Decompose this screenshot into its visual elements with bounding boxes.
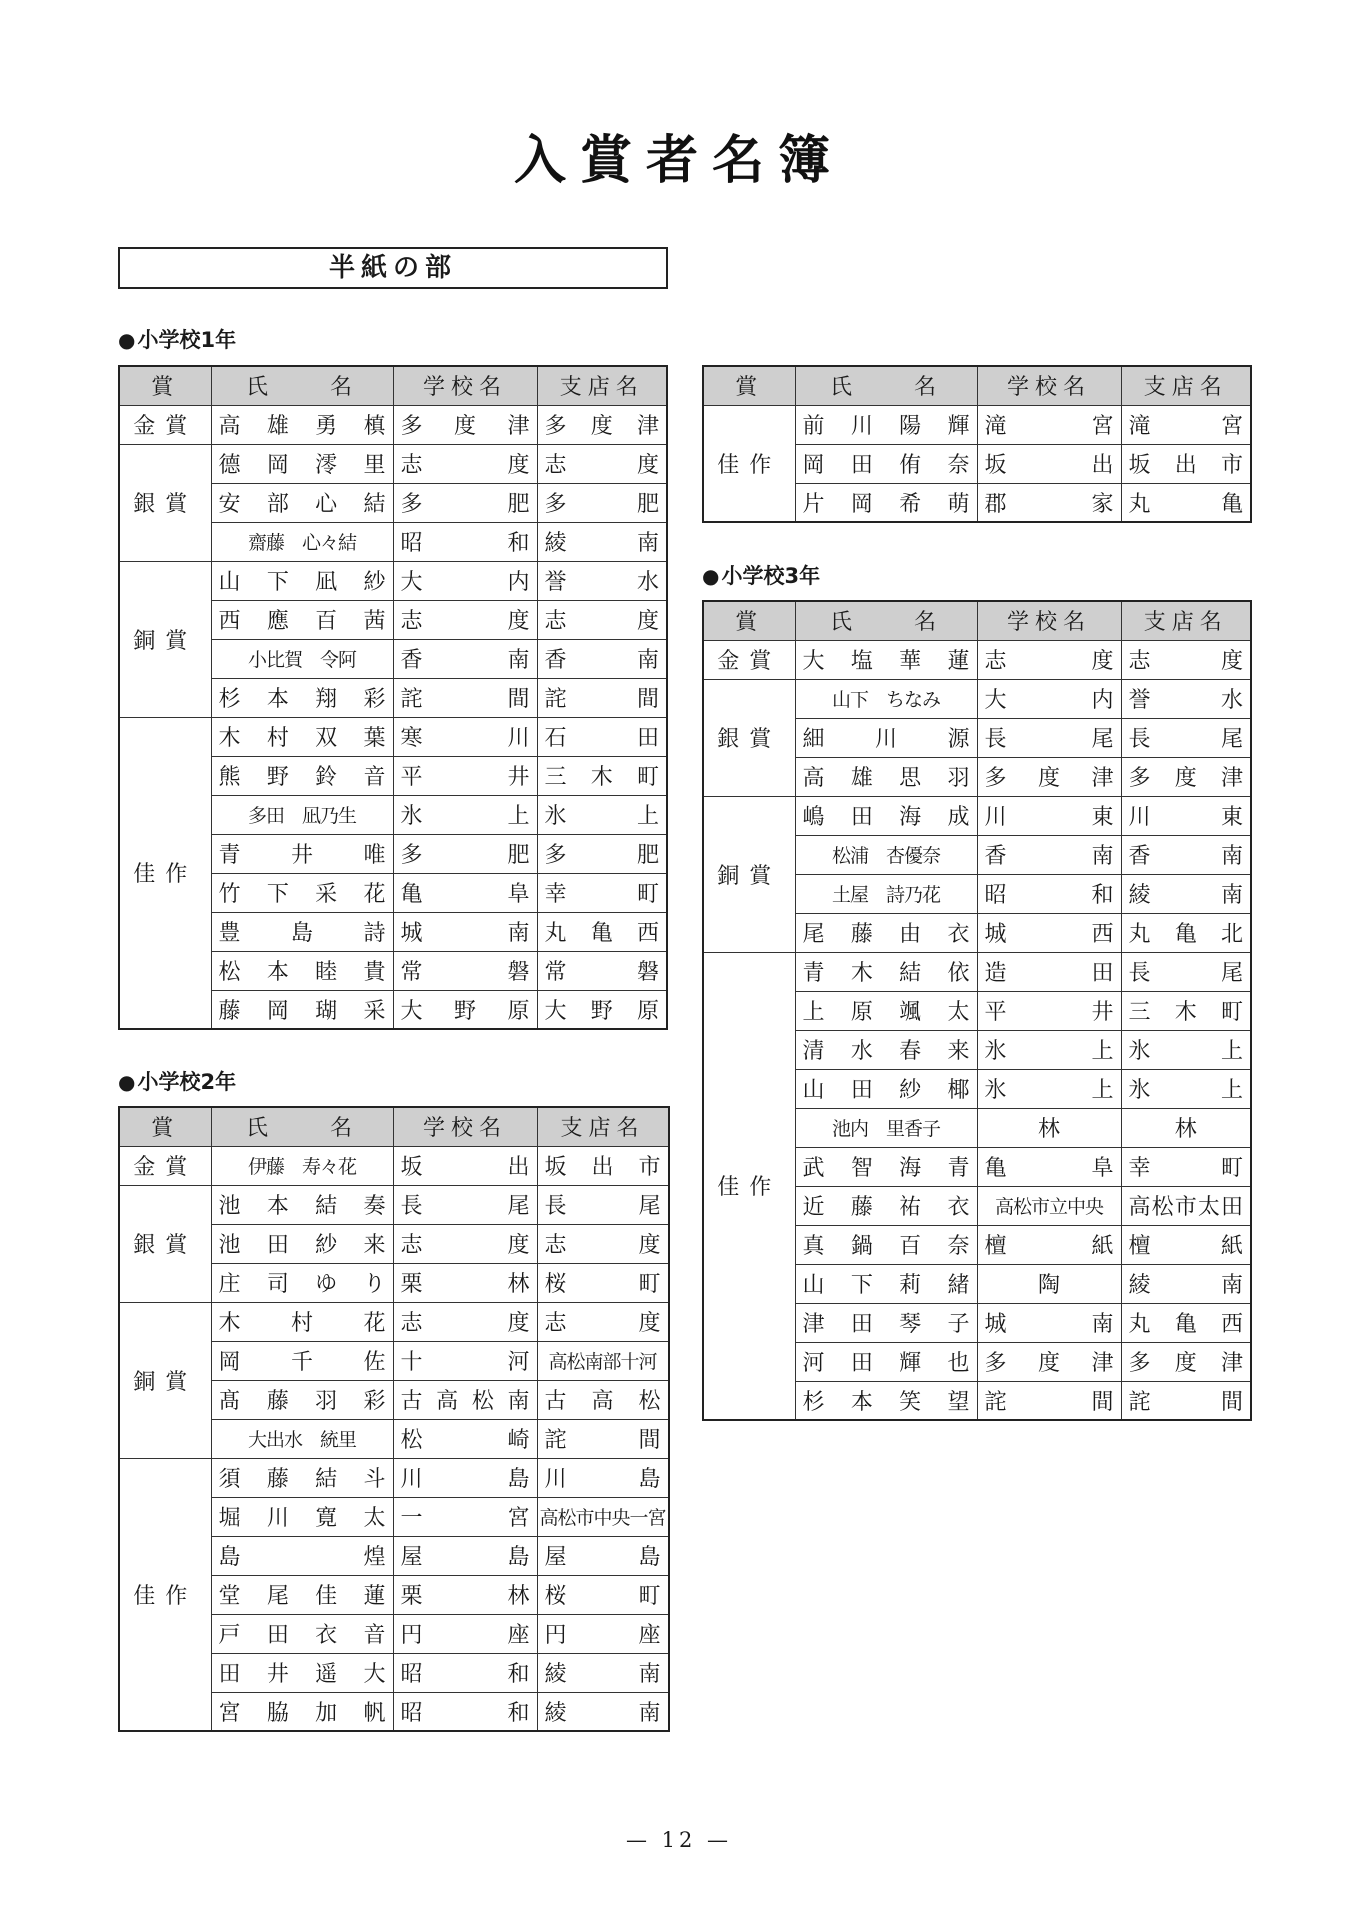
school-cell: 城南 [393, 912, 537, 951]
name-cell: 安部心結 [211, 483, 393, 522]
school-cell: 常磐 [393, 951, 537, 990]
school-header: 学校名 [393, 366, 537, 405]
name-header: 氏 名 [795, 601, 977, 640]
award-cell: 佳作 [703, 952, 795, 1420]
name-cell: 堀川寛太 [211, 1497, 393, 1536]
table-row [703, 679, 1251, 718]
branch-cell: 誉水 [537, 561, 667, 600]
branch-cell: 多度津 [537, 405, 667, 444]
branch-cell: 氷上 [1121, 1030, 1251, 1069]
name-cell: 清水春来 [795, 1030, 977, 1069]
school-cell: 多肥 [393, 483, 537, 522]
school-cell: 志度 [393, 600, 537, 639]
school-cell: 大野原 [393, 990, 537, 1029]
branch-cell: 幸町 [537, 873, 667, 912]
branch-cell: 屋島 [537, 1536, 669, 1575]
name-cell: 高雄思羽 [795, 757, 977, 796]
school-cell: 亀阜 [977, 1147, 1121, 1186]
grade3-heading-text: 小学校3年 [721, 564, 821, 588]
school-cell: 城西 [977, 913, 1121, 952]
grade3-heading [702, 560, 820, 590]
table-row [119, 561, 667, 600]
grade2-heading-text: 小学校2年 [137, 1070, 237, 1094]
award-cell: 金賞 [703, 640, 795, 679]
name-header: 氏 名 [211, 366, 393, 405]
bullet-icon: ● [118, 328, 136, 352]
page-title: 入賞者名簿 [513, 131, 844, 191]
table-row [119, 1185, 669, 1224]
school-cell: 円座 [393, 1614, 537, 1653]
page-number: — 12 — [625, 1828, 733, 1852]
school-cell: 林 [977, 1108, 1121, 1147]
school-cell: 寒川 [393, 717, 537, 756]
branch-cell: 多肥 [537, 483, 667, 522]
school-cell: 昭和 [393, 1653, 537, 1692]
name-cell: 細川源 [795, 718, 977, 757]
name-cell: 大出水 統里 [211, 1419, 393, 1458]
branch-cell: 高松南部十河 [537, 1341, 669, 1380]
name-cell: 堂尾佳蓮 [211, 1575, 393, 1614]
school-cell: 志度 [393, 1302, 537, 1341]
branch-cell: 丸亀西 [537, 912, 667, 951]
award-cell: 金賞 [119, 1146, 211, 1185]
branch-cell: 誉水 [1121, 679, 1251, 718]
branch-cell: 円座 [537, 1614, 669, 1653]
school-cell: 郡家 [977, 483, 1121, 522]
award-header: 賞 [703, 601, 795, 640]
award-cell: 佳作 [703, 405, 795, 522]
branch-cell: 氷上 [1121, 1069, 1251, 1108]
branch-header: 支店名 [537, 1107, 669, 1146]
branch-cell: 志度 [537, 1302, 669, 1341]
school-cell: 一宮 [393, 1497, 537, 1536]
name-cell: 藤岡瑚采 [211, 990, 393, 1029]
branch-header: 支店名 [1121, 601, 1251, 640]
school-cell: 平井 [977, 991, 1121, 1030]
branch-cell: 多度津 [1121, 1342, 1251, 1381]
branch-cell: 志度 [537, 600, 667, 639]
branch-cell: 丸亀北 [1121, 913, 1251, 952]
name-header: 氏 名 [211, 1107, 393, 1146]
name-cell: 豊島詩 [211, 912, 393, 951]
school-cell: 城南 [977, 1303, 1121, 1342]
branch-cell: 桜町 [537, 1263, 669, 1302]
school-header: 学校名 [977, 601, 1121, 640]
school-cell: 志度 [977, 640, 1121, 679]
branch-cell: 志度 [537, 1224, 669, 1263]
school-cell: 香南 [393, 639, 537, 678]
branch-header: 支店名 [1121, 366, 1251, 405]
school-cell: 氷上 [393, 795, 537, 834]
branch-cell: 川島 [537, 1458, 669, 1497]
school-cell: 詫間 [977, 1381, 1121, 1420]
school-cell: 多度津 [977, 1342, 1121, 1381]
school-cell: 長尾 [977, 718, 1121, 757]
branch-cell: 三木町 [1121, 991, 1251, 1030]
bullet-icon: ● [702, 564, 720, 588]
name-cell: 池田紗来 [211, 1224, 393, 1263]
branch-cell: 綾南 [537, 1692, 669, 1731]
branch-cell: 檀紙 [1121, 1225, 1251, 1264]
branch-cell: 滝宮 [1121, 405, 1251, 444]
grade1-roster-table [118, 365, 668, 1030]
name-cell: 多田 凪乃生 [211, 795, 393, 834]
name-cell: 上原颯太 [795, 991, 977, 1030]
school-cell: 滝宮 [977, 405, 1121, 444]
school-cell: 昭和 [393, 1692, 537, 1731]
table-row [703, 405, 1251, 444]
grade3-roster-table [702, 600, 1252, 1421]
branch-header: 支店名 [537, 366, 667, 405]
school-cell: 香南 [977, 835, 1121, 874]
name-cell: 山田紗椰 [795, 1069, 977, 1108]
grade2-heading [118, 1066, 236, 1096]
name-cell: 木村花 [211, 1302, 393, 1341]
branch-cell: 長尾 [537, 1185, 669, 1224]
branch-cell: 丸亀 [1121, 483, 1251, 522]
branch-cell: 坂出市 [1121, 444, 1251, 483]
branch-cell: 長尾 [1121, 952, 1251, 991]
award-header: 賞 [703, 366, 795, 405]
school-cell: 多度津 [977, 757, 1121, 796]
name-cell: 杉本笑望 [795, 1381, 977, 1420]
branch-cell: 志度 [537, 444, 667, 483]
award-cell: 佳作 [119, 717, 211, 1029]
table-row [119, 717, 667, 756]
name-cell: 島煌 [211, 1536, 393, 1575]
branch-cell: 長尾 [1121, 718, 1251, 757]
branch-cell: 綾南 [1121, 1264, 1251, 1303]
name-cell: 小比賀 令阿 [211, 639, 393, 678]
table-header-row [703, 366, 1251, 405]
award-cell: 銅賞 [703, 796, 795, 952]
name-cell: 前川陽輝 [795, 405, 977, 444]
name-cell: 池本結奏 [211, 1185, 393, 1224]
name-cell: 竹下采花 [211, 873, 393, 912]
name-cell: 須藤結斗 [211, 1458, 393, 1497]
branch-cell: 香南 [1121, 835, 1251, 874]
branch-cell: 川東 [1121, 796, 1251, 835]
name-cell: 伊藤 寿々花 [211, 1146, 393, 1185]
school-cell: 氷上 [977, 1069, 1121, 1108]
name-cell: 田井遥大 [211, 1653, 393, 1692]
award-header: 賞 [119, 1107, 211, 1146]
bullet-icon: ● [118, 1070, 136, 1094]
grade2-roster-table [118, 1106, 670, 1732]
school-cell: 平井 [393, 756, 537, 795]
branch-cell: 詫間 [537, 1419, 669, 1458]
grade1-roster-continued-table [702, 365, 1252, 523]
school-cell: 昭和 [393, 522, 537, 561]
section-header: 半紙の部 [118, 247, 668, 289]
school-header: 学校名 [977, 366, 1121, 405]
branch-cell: 坂出市 [537, 1146, 669, 1185]
branch-cell: 多肥 [537, 834, 667, 873]
name-cell: 河田輝也 [795, 1342, 977, 1381]
name-cell: 大塩華蓮 [795, 640, 977, 679]
name-cell: 戸田衣音 [211, 1614, 393, 1653]
branch-cell: 古高松 [537, 1380, 669, 1419]
school-cell: 栗林 [393, 1263, 537, 1302]
award-cell: 銅賞 [119, 561, 211, 717]
award-cell: 銀賞 [119, 1185, 211, 1302]
branch-cell: 三木町 [537, 756, 667, 795]
school-cell: 昭和 [977, 874, 1121, 913]
branch-cell: 多度津 [1121, 757, 1251, 796]
name-cell: 池内 里香子 [795, 1108, 977, 1147]
name-cell: 岡千佐 [211, 1341, 393, 1380]
school-cell: 長尾 [393, 1185, 537, 1224]
school-cell: 詫間 [393, 678, 537, 717]
school-cell: 松崎 [393, 1419, 537, 1458]
branch-cell: 綾南 [537, 1653, 669, 1692]
school-header: 学校名 [393, 1107, 537, 1146]
table-header-row [119, 366, 667, 405]
table-row [703, 952, 1251, 991]
award-cell: 銀賞 [703, 679, 795, 796]
branch-cell: 常磐 [537, 951, 667, 990]
school-cell: 栗林 [393, 1575, 537, 1614]
school-cell: 氷上 [977, 1030, 1121, 1069]
name-cell: 宮脇加帆 [211, 1692, 393, 1731]
award-cell: 佳作 [119, 1458, 211, 1731]
branch-cell: 綾南 [537, 522, 667, 561]
award-cell: 銅賞 [119, 1302, 211, 1458]
branch-cell: 氷上 [537, 795, 667, 834]
name-cell: 近藤祐衣 [795, 1186, 977, 1225]
school-cell: 高松市立中央 [977, 1186, 1121, 1225]
name-cell: 尾藤由衣 [795, 913, 977, 952]
school-cell: 陶 [977, 1264, 1121, 1303]
branch-cell: 香南 [537, 639, 667, 678]
name-cell: 杉本翔彩 [211, 678, 393, 717]
name-cell: 齋藤 心々結 [211, 522, 393, 561]
table-row [119, 1146, 669, 1185]
branch-cell: 詫間 [537, 678, 667, 717]
branch-cell: 桜町 [537, 1575, 669, 1614]
name-cell: 山下莉緒 [795, 1264, 977, 1303]
school-cell: 大内 [393, 561, 537, 600]
table-row [119, 405, 667, 444]
name-cell: 青木結依 [795, 952, 977, 991]
name-cell: 片岡希萌 [795, 483, 977, 522]
award-cell: 銀賞 [119, 444, 211, 561]
name-cell: 真鍋百奈 [795, 1225, 977, 1264]
school-cell: 屋島 [393, 1536, 537, 1575]
branch-cell: 高松市中央一宮 [537, 1497, 669, 1536]
branch-cell: 大野原 [537, 990, 667, 1029]
table-row [703, 640, 1251, 679]
name-cell: 熊野鈴音 [211, 756, 393, 795]
name-cell: 庄司ゆり [211, 1263, 393, 1302]
school-cell: 志度 [393, 1224, 537, 1263]
table-header-row [703, 601, 1251, 640]
name-cell: 髙藤羽彩 [211, 1380, 393, 1419]
name-cell: 木村双葉 [211, 717, 393, 756]
grade1-heading-text: 小学校1年 [137, 328, 237, 352]
school-cell: 志度 [393, 444, 537, 483]
school-cell: 古高松南 [393, 1380, 537, 1419]
school-cell: 坂出 [393, 1146, 537, 1185]
name-cell: 山下凪紗 [211, 561, 393, 600]
branch-cell: 幸町 [1121, 1147, 1251, 1186]
school-cell: 川東 [977, 796, 1121, 835]
school-cell: 川島 [393, 1458, 537, 1497]
name-cell: 高雄勇槙 [211, 405, 393, 444]
school-cell: 坂出 [977, 444, 1121, 483]
name-header: 氏 名 [795, 366, 977, 405]
branch-cell: 高松市太田 [1121, 1186, 1251, 1225]
branch-cell: 丸亀西 [1121, 1303, 1251, 1342]
name-cell: 岡田侑奈 [795, 444, 977, 483]
school-cell: 檀紙 [977, 1225, 1121, 1264]
name-cell: 武智海青 [795, 1147, 977, 1186]
branch-cell: 石田 [537, 717, 667, 756]
award-cell: 金賞 [119, 405, 211, 444]
table-header-row [119, 1107, 669, 1146]
name-cell: 嶋田海成 [795, 796, 977, 835]
name-cell: 青井唯 [211, 834, 393, 873]
name-cell: 松本睦貴 [211, 951, 393, 990]
branch-cell: 林 [1121, 1108, 1251, 1147]
name-cell: 西應百茜 [211, 600, 393, 639]
school-cell: 大内 [977, 679, 1121, 718]
school-cell: 多度津 [393, 405, 537, 444]
grade1-heading [118, 324, 236, 354]
school-cell: 造田 [977, 952, 1121, 991]
school-cell: 十河 [393, 1341, 537, 1380]
table-row [703, 796, 1251, 835]
name-cell: 松浦 杏優奈 [795, 835, 977, 874]
name-cell: 土屋 詩乃花 [795, 874, 977, 913]
school-cell: 多肥 [393, 834, 537, 873]
name-cell: 山下 ちなみ [795, 679, 977, 718]
school-cell: 亀阜 [393, 873, 537, 912]
name-cell: 德岡澪里 [211, 444, 393, 483]
award-header: 賞 [119, 366, 211, 405]
table-row [119, 444, 667, 483]
name-cell: 津田琴子 [795, 1303, 977, 1342]
branch-cell: 綾南 [1121, 874, 1251, 913]
table-row [119, 1458, 669, 1497]
table-row [119, 1302, 669, 1341]
branch-cell: 志度 [1121, 640, 1251, 679]
branch-cell: 詫間 [1121, 1381, 1251, 1420]
